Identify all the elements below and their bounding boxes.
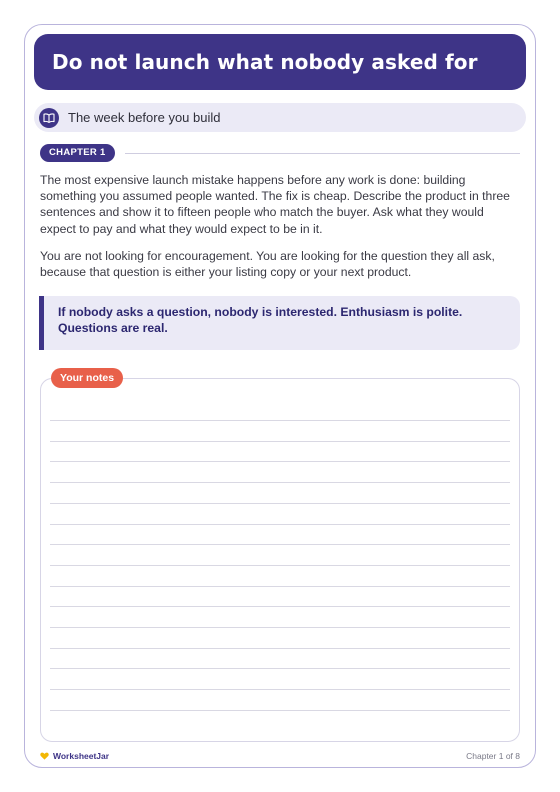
note-line <box>50 524 510 525</box>
note-line <box>50 565 510 566</box>
chapter-badge: CHAPTER 1 <box>40 144 115 162</box>
note-line <box>50 420 510 421</box>
title-banner <box>34 34 526 90</box>
body-paragraph: You are not looking for encouragement. You are looking for the question they all ask, because that question is either your listing copy or your next product. <box>40 249 495 280</box>
note-line <box>50 710 510 711</box>
subtitle-bar <box>34 103 526 132</box>
notes-area[interactable] <box>40 378 520 742</box>
chapter-divider <box>125 153 520 154</box>
book-open-icon <box>39 108 59 128</box>
heart-icon <box>40 752 49 760</box>
footer-brand <box>40 751 109 761</box>
subtitle-text: The week before you build <box>68 110 221 125</box>
chapter-row <box>40 144 520 162</box>
note-line <box>50 544 510 545</box>
note-line <box>50 482 510 483</box>
page-title: Do not launch what nobody asked for <box>52 50 478 74</box>
note-line <box>50 648 510 649</box>
note-line <box>50 689 510 690</box>
body-paragraph: The most expensive launch mistake happens before any work is done: building something you assumed people wanted. The fix is cheap. Describe the product in three sentences and show it to fifteen people who match the buyer. Ask what they would expect to pay and what they would expect to be in it. <box>40 173 510 236</box>
notes-label: Your notes <box>51 368 123 388</box>
callout-text: If nobody asks a question, nobody is interested. Enthusiasm is polite. Questions are real. <box>58 305 463 336</box>
note-line <box>50 461 510 462</box>
note-line <box>50 606 510 607</box>
callout-box <box>39 296 520 350</box>
note-line <box>50 503 510 504</box>
note-line <box>50 627 510 628</box>
brand-name: WorksheetJar <box>53 751 110 761</box>
note-line <box>50 441 510 442</box>
page-indicator: Chapter 1 of 8 <box>466 751 520 761</box>
note-line <box>50 586 510 587</box>
note-line <box>50 668 510 669</box>
